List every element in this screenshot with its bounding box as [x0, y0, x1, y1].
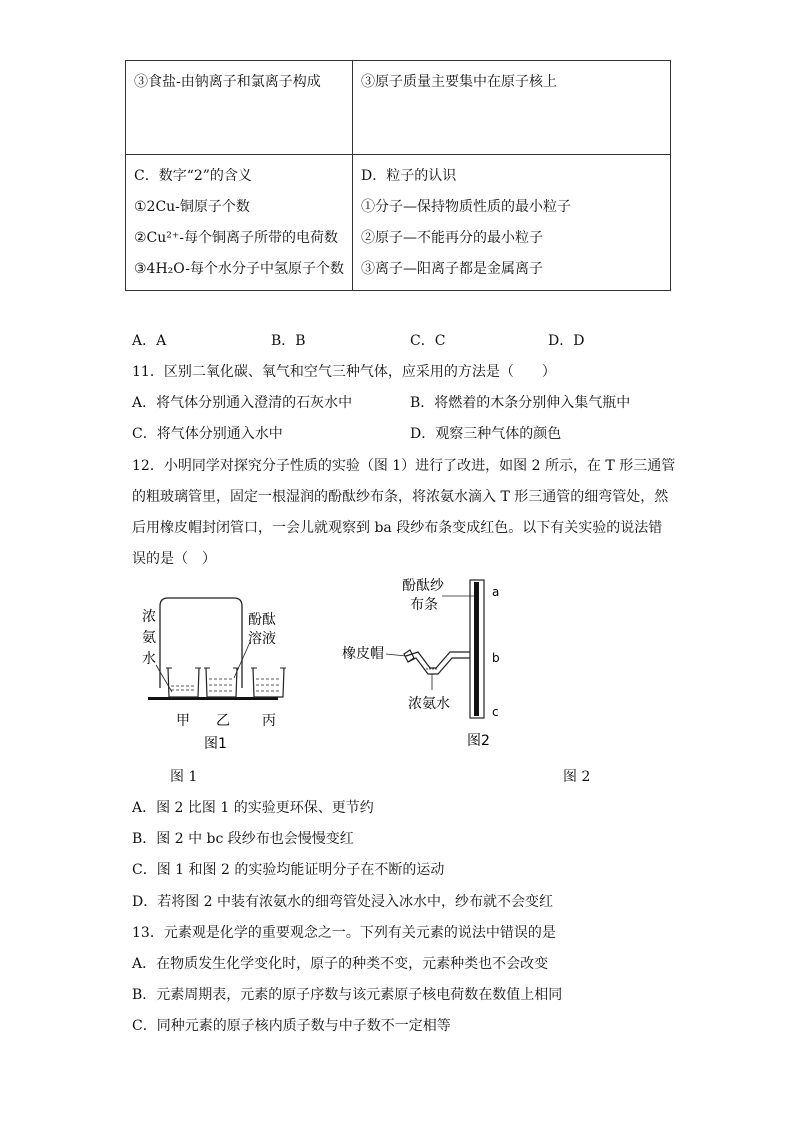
- figure-2-label: 橡皮帽: [342, 646, 384, 662]
- question-stem-line: 后用橡皮帽封闭管口，一会儿就观察到 ba 段纱布条变成红色。以下有关实验的说法错: [132, 520, 663, 536]
- question-stem: 11．区别二氧化碳、氧气和空气三种气体，应采用的方法是（ ）: [132, 364, 556, 380]
- table-section-title: C．数字“2”的含义: [134, 168, 252, 184]
- figure-caption-left: 图 1: [170, 769, 198, 785]
- figure-2-label: 酚酞纱: [402, 578, 444, 594]
- table-cell-row1-left: [126, 61, 353, 155]
- figure-1-label: 水: [142, 651, 156, 667]
- option-c: C．将气体分别通入水中: [132, 426, 283, 442]
- table-item: ②Cu²⁺-每个铜离子所带的电荷数: [134, 230, 339, 246]
- option-d: D．D: [548, 333, 585, 349]
- figure-1-beaker-label: 丙: [262, 713, 276, 729]
- option-b: B．元素周期表，元素的原子序数与该元素原子核电荷数在数值上相同: [132, 987, 563, 1003]
- figure-1-beaker-label: 乙: [216, 713, 230, 729]
- option-a: A．A: [132, 333, 167, 349]
- figure-2-point-label: b: [492, 651, 500, 665]
- figure-2-point-label: c: [492, 705, 499, 719]
- figure-2-label: 布条: [410, 597, 438, 613]
- table-cell-row2-right: [353, 155, 671, 291]
- table-item: ③原子质量主要集中在原子核上: [361, 74, 557, 90]
- option-d: D．观察三种气体的颜色: [410, 426, 562, 442]
- figure-2-point-label: a: [492, 585, 500, 599]
- option-a: A．图 2 比图 1 的实验更环保、更节约: [132, 800, 374, 816]
- option-d: D．若将图 2 中装有浓氨水的细弯管处浸入冰水中，纱布就不会变红: [132, 894, 554, 910]
- option-b: B．B: [271, 333, 306, 349]
- table-item: ①分子—保持物质性质的最小粒子: [361, 199, 571, 215]
- option-c: C．C: [410, 333, 446, 349]
- option-a: A．将气体分别通入澄清的石灰水中: [132, 395, 353, 411]
- table-item: ③食盐-由钠离子和氯离子构成: [134, 74, 321, 90]
- option-b: B．图 2 中 bc 段纱布也会慢慢变红: [132, 831, 354, 847]
- option-c: C．图 1 和图 2 的实验均能证明分子在不断的运动: [132, 862, 445, 878]
- table-item: ③4H₂O-每个水分子中氢原子个数: [134, 261, 344, 277]
- table-item: ③离子—阳离子都是金属离子: [361, 261, 543, 277]
- figure-caption-right: 图 2: [563, 769, 591, 785]
- figure-2-caption: 图2: [467, 733, 490, 749]
- table-section-title: D．粒子的认识: [361, 168, 457, 184]
- question-stem-line: 12．小明同学对探究分子性质的实验（图 1）进行了改进，如图 2 所示，在 T 形三通管: [132, 458, 676, 474]
- question-stem-line: 误的是（ ）: [132, 551, 216, 567]
- table-item: ①2Cu-铜原子个数: [134, 199, 250, 215]
- figure-1-caption: 图1: [204, 736, 227, 752]
- option-b: B．将燃着的木条分别伸入集气瓶中: [410, 395, 631, 411]
- figure-1-label: 浓: [142, 609, 156, 625]
- figure-1-label: 酚酞: [248, 612, 276, 628]
- comparison-table: [125, 60, 671, 291]
- figure-1-label: 氨: [142, 630, 156, 646]
- table-item: ②原子—不能再分的最小粒子: [361, 230, 543, 246]
- figure-2-label: 浓氨水: [408, 696, 450, 712]
- question-stem-line: 的粗玻璃管里，固定一根湿润的酚酞纱布条，将浓氨水滴入 T 形三通管的细弯管处，然: [132, 489, 669, 505]
- question-stem: 13．元素观是化学的重要观念之一。下列有关元素的说法中错误的是: [132, 925, 556, 941]
- table-cell-row1-right: [353, 61, 671, 155]
- table-cell-row2-left: [126, 155, 353, 291]
- figure-1-diagram: [138, 590, 293, 755]
- option-a: A．在物质发生化学变化时，原子的种类不变，元素种类也不会改变: [132, 956, 549, 972]
- figure-2-diagram: [338, 572, 528, 754]
- option-c: C．同种元素的原子核内质子数与中子数不一定相等: [132, 1018, 451, 1034]
- figure-1-label: 溶液: [248, 631, 276, 647]
- figure-1-beaker-label: 甲: [176, 713, 190, 729]
